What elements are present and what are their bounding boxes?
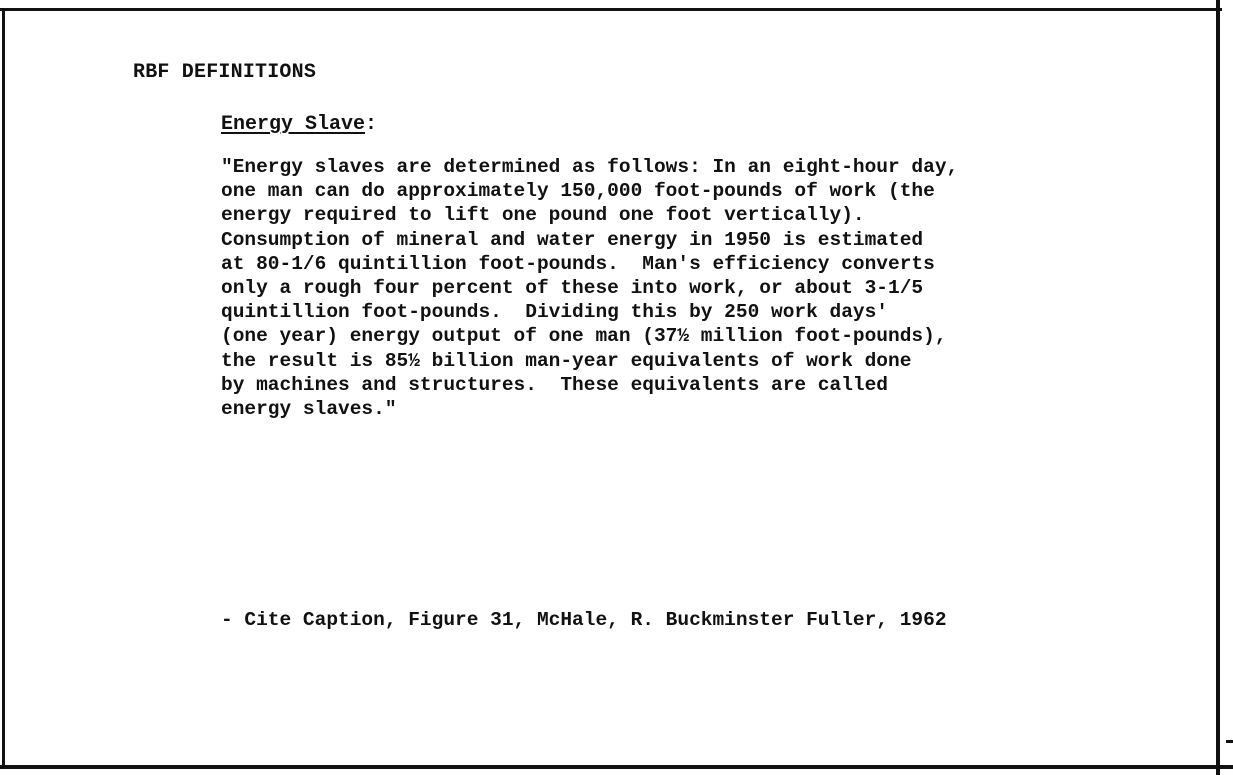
quote-line: one man can do approximately 150,000 foot-pounds of work (the <box>221 180 935 203</box>
quote-line: by machines and structures. These equivalents are called <box>221 373 889 396</box>
definition-quote <box>221 155 958 421</box>
card-border-corner <box>1226 740 1233 743</box>
quote-line: (one year) energy output of one man (37½ million foot-pounds), <box>221 325 947 348</box>
card-border-bottom <box>0 765 1233 769</box>
quote-line: Consumption of mineral and water energy in 1950 is estimated <box>221 228 924 251</box>
quote-line: at 80-1/6 quintillion foot-pounds. Man's efficiency converts <box>221 252 935 275</box>
quote-line: energy required to lift one pound one foot vertically). <box>221 204 865 227</box>
quote-line: the result is 85½ billion man-year equivalents of work done <box>221 349 912 372</box>
term-colon: : <box>365 113 378 136</box>
card-border-left <box>2 8 5 768</box>
page-title: RBF DEFINITIONS <box>133 61 317 84</box>
card-border-top <box>0 8 1222 11</box>
quote-line: only a rough four percent of these into work, or about 3-1/5 <box>221 277 924 300</box>
card-border-right <box>1216 0 1220 775</box>
term-label: Energy Slave <box>221 113 366 136</box>
quote-line: "Energy slaves are determined as follows: In an eight-hour day, <box>221 156 959 178</box>
citation: - Cite Caption, Figure 31, McHale, R. Buckminster Fuller, 1962 <box>221 609 947 631</box>
quote-line: energy slaves." <box>221 398 397 421</box>
term-heading <box>221 113 377 136</box>
quote-line: quintillion foot-pounds. Dividing this by 250 work days' <box>221 301 889 324</box>
